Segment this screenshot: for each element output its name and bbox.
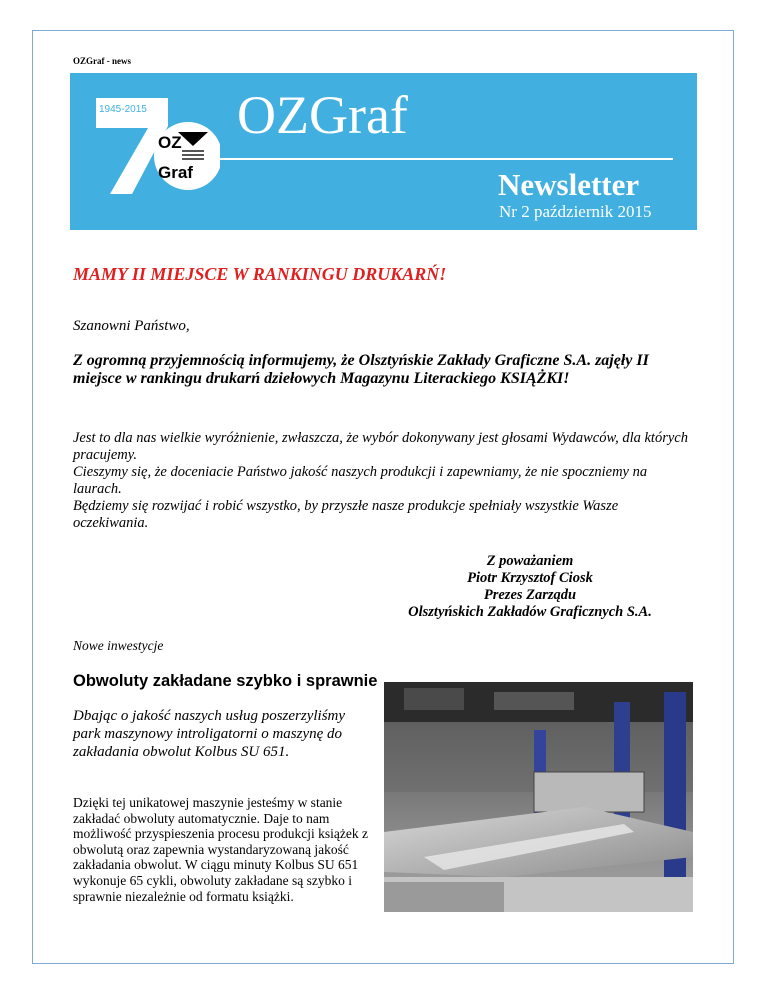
logo-oz: OZ xyxy=(158,133,182,152)
signature-block xyxy=(370,553,690,621)
logo-graf: Graf xyxy=(158,163,193,182)
machine-photo xyxy=(384,682,693,912)
banner-divider xyxy=(215,158,673,160)
letter-body xyxy=(73,430,693,532)
letter-headline: MAMY II MIEJSCE W RANKINGU DRUKARŃ! xyxy=(73,264,447,284)
section-label: Nowe inwestycje xyxy=(73,638,164,653)
signature-line: Piotr Krzysztof Ciosk xyxy=(467,570,593,586)
logo-years: 1945-2015 xyxy=(99,104,147,115)
letter-paragraph: Cieszymy się, że doceniacie Państwo jakość naszych produkcji i zapewniamy, że nie spoczniemy na laurach. xyxy=(73,464,648,497)
signature-line: Prezes Zarządu xyxy=(483,587,577,603)
signature-line: Olsztyńskich Zakładów Graficznych S.A. xyxy=(408,604,652,620)
letter-paragraph: Jest to dla nas wielkie wyróżnienie, zwłaszcza, że wybór dokonywany jest głosami Wydawców, dla których pracujemy. xyxy=(73,430,688,463)
header-label: OZGraf - news xyxy=(73,56,131,66)
article-intro: Dbając o jakość naszych usług poszerzyliśmy park maszynowy introligatorni o maszynę do zakładania obwolut Kolbus SU 651. xyxy=(73,708,346,760)
signature-line: Z poważaniem xyxy=(486,553,574,569)
letter-paragraph: Będziemy się rozwijać i robić wszystko, by przyszłe nasze produkcje spełniały wszystkie Wasze oczekiwania. xyxy=(73,498,619,531)
letter-lead: Z ogromną przyjemnością informujemy, że Olsztyńskie Zakłady Graficzne S.A. zajęły II miejsce w rankingu drukarń dziełowych Magazynu Literackiego KSIĄŻKI! xyxy=(73,352,649,387)
article-body: Dzięki tej unikatowej maszynie jesteśmy w stanie zakładać obwoluty automatycznie. Daje to nam możliwość przyspieszenia procesu produkcji książek z obwolutą oraz zapewnia wystandaryzowaną jakość zakładania obwolut. W ciągu minuty Kolbus SU 651 wykonuje 65 cykli, obwoluty zakładane są szybko i sprawnie niezależnie od formatu książki. xyxy=(73,795,369,904)
newsletter-title: Newsletter xyxy=(498,167,640,202)
article-title: Obwoluty zakładane szybko i sprawnie xyxy=(73,672,378,690)
brand-name: OZGraf xyxy=(237,85,408,145)
anniversary-logo xyxy=(96,98,220,194)
letter-greeting: Szanowni Państwo, xyxy=(73,318,190,334)
issue-info: Nr 2 październik 2015 xyxy=(499,202,652,221)
